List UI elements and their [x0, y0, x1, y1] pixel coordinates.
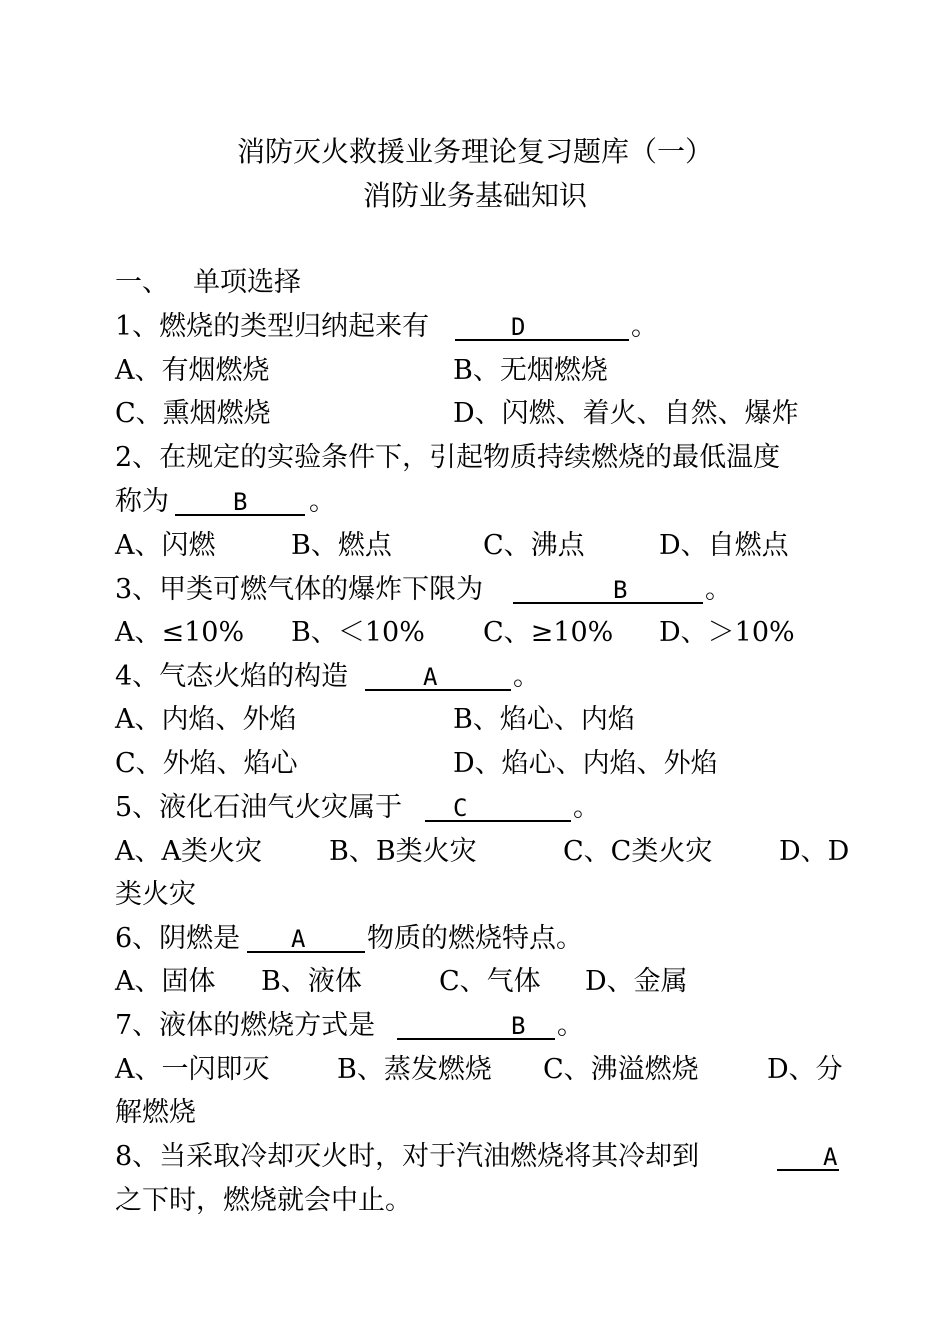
question-stem-text: 5、液化石油气火灾属于: [115, 792, 403, 823]
question-stem-end: 。: [705, 574, 732, 605]
question-stem-text: 3、甲类可燃气体的爆炸下限为: [115, 574, 484, 605]
option-d-continued: 解燃烧: [115, 1097, 196, 1128]
option-c: C、熏烟燃烧: [115, 398, 271, 429]
option-c: C、沸溢燃烧: [543, 1054, 699, 1085]
option-a: A、≤10%: [115, 617, 245, 648]
question-stem-text: 之下时，燃烧就会中止。: [115, 1185, 412, 1216]
question-stem-text: 6、阴燃是: [115, 923, 241, 954]
option-a: A、一闪即灭: [115, 1054, 270, 1085]
question-5-options: [115, 832, 855, 872]
document-title: 消防灭火救援业务理论复习题库（一）: [236, 135, 713, 168]
question-2-options: [115, 526, 855, 566]
answer-blank: [513, 570, 703, 604]
option-c: C、外焰、焰心: [115, 748, 298, 779]
option-d: D、自燃点: [659, 530, 789, 561]
answer-blank: [425, 788, 571, 822]
question-1-options-row-1: [115, 351, 855, 391]
question-stem-text: 1、燃烧的类型归纳起来有: [115, 311, 430, 342]
question-stem-end: 。: [573, 792, 600, 823]
option-a: A、闪燃: [115, 530, 216, 561]
question-2-stem-line-2: [115, 482, 855, 522]
answer-letter: B: [511, 1012, 526, 1040]
section-heading-number: 一、: [115, 267, 169, 298]
question-5-options-wrap: [115, 875, 855, 915]
question-4-stem: [115, 657, 855, 697]
answer-letter: A: [291, 925, 306, 953]
option-d: D、＞10%: [659, 617, 795, 648]
answer-blank: [247, 919, 365, 953]
question-7-options-wrap: [115, 1093, 855, 1133]
option-b: B、液体: [261, 966, 362, 997]
answer-letter: B: [233, 488, 248, 516]
answer-letter: C: [453, 794, 468, 822]
answer-blank: [455, 307, 629, 341]
option-b: B、燃点: [291, 530, 392, 561]
question-stem-end: 物质的燃烧特点。: [367, 923, 583, 954]
question-3-options: [115, 613, 855, 653]
question-8-stem: [115, 1137, 855, 1177]
option-b: B、＜10%: [291, 617, 425, 648]
question-stem-end: 。: [631, 311, 658, 342]
answer-letter: A: [823, 1143, 838, 1171]
option-b: B、B类火灾: [329, 836, 477, 867]
question-7-stem: [115, 1006, 855, 1046]
answer-blank: [175, 482, 305, 516]
option-b: B、焰心、内焰: [453, 704, 635, 735]
question-4-options-row-1: [115, 700, 855, 740]
question-6-options: [115, 962, 855, 1002]
option-d: D、闪燃、着火、自然、爆炸: [453, 398, 799, 429]
question-3-stem: [115, 570, 855, 610]
answer-letter: A: [423, 663, 438, 691]
option-d: D、焰心、内焰、外焰: [453, 748, 718, 779]
question-8-stem-line-2: [115, 1181, 855, 1221]
question-stem-text: 7、液体的燃烧方式是: [115, 1010, 376, 1041]
question-1-options-row-2: [115, 394, 855, 434]
answer-blank: [397, 1006, 555, 1040]
option-c: C、≥10%: [483, 617, 614, 648]
option-b: B、蒸发燃烧: [337, 1054, 492, 1085]
option-c: C、沸点: [483, 530, 585, 561]
question-stem-text: 称为: [115, 486, 169, 517]
question-stem-text: 4、气态火焰的构造: [115, 661, 349, 692]
question-2-stem-line-1: [115, 438, 855, 478]
document-subtitle: 消防业务基础知识: [362, 179, 587, 212]
option-d: D、分: [767, 1054, 843, 1085]
question-1-stem: [115, 307, 855, 347]
question-4-options-row-2: [115, 744, 855, 784]
question-stem-end: 。: [513, 661, 540, 692]
option-a: A、内焰、外焰: [115, 704, 297, 735]
question-stem-end: 。: [557, 1010, 584, 1041]
option-d: D、金属: [585, 966, 688, 997]
question-5-stem: [115, 788, 855, 828]
question-stem-end: 。: [309, 486, 336, 517]
section-heading: [115, 263, 855, 303]
option-d: D、D: [779, 836, 850, 867]
answer-blank: [365, 657, 511, 691]
option-a: A、A类火灾: [115, 836, 262, 867]
option-a: A、固体: [115, 966, 216, 997]
option-c: C、C类火灾: [563, 836, 713, 867]
answer-letter: D: [511, 313, 526, 341]
question-stem-text: 2、在规定的实验条件下，引起物质持续燃烧的最低温度: [115, 442, 781, 473]
answer-blank: [777, 1137, 839, 1171]
question-7-options: [115, 1050, 855, 1090]
option-c: C、气体: [439, 966, 541, 997]
question-stem-text: 8、当采取冷却灭火时，对于汽油燃烧将其冷却到: [115, 1141, 700, 1172]
option-d-continued: 类火灾: [115, 879, 196, 910]
option-b: B、无烟燃烧: [453, 355, 608, 386]
section-heading-text: 单项选择: [193, 267, 301, 298]
option-a: A、有烟燃烧: [115, 355, 270, 386]
answer-letter: B: [613, 576, 628, 604]
question-6-stem: [115, 919, 855, 959]
